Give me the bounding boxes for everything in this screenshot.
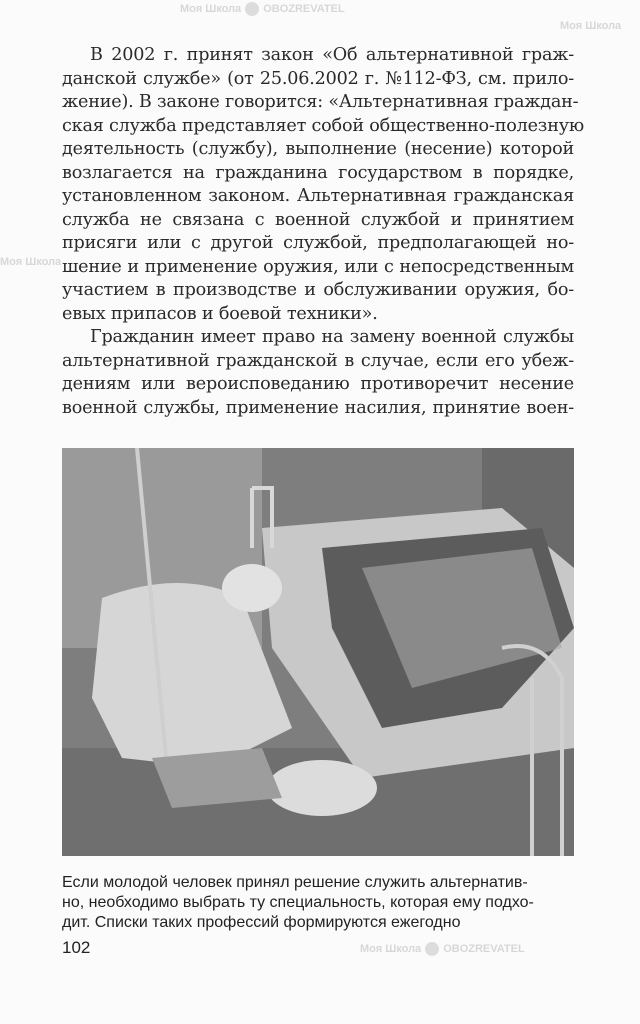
- text-line: В 2002 г. принят закон «Об альтернативной граж-: [90, 45, 574, 65]
- body-text: [62, 44, 584, 420]
- watermark: Моя Школа OBOZREVATEL: [180, 2, 345, 15]
- caption-line: Если молодой человек принял решение служить альтернатив-: [62, 874, 528, 891]
- text-line: жение). В законе говорится: «Альтернативная граждан-: [62, 92, 579, 112]
- watermark: Моя Школа: [560, 20, 622, 32]
- text-line: возлагается на гражданина государством в порядке,: [62, 162, 574, 183]
- text-line: военной службы, применение насилия, принятие воен-: [62, 397, 574, 418]
- photo-hospital-orderly: [62, 448, 574, 856]
- text-line: шение и применение оружия, или с непосредственным: [62, 256, 574, 277]
- caption-line: дит. Списки таких профессий формируются ежегодно: [62, 914, 461, 931]
- text-line: ская служба представляет собой общественно-полезную: [62, 115, 584, 136]
- text-line: деятельность (службу), выполнение (несение) которой: [62, 139, 574, 159]
- text-line: присяги или с другой службой, предполагающей но-: [62, 233, 574, 253]
- text-line: служба не связана с военной службой и принятием: [62, 209, 574, 230]
- watermark: Моя Школа: [0, 256, 62, 268]
- caption-line: но, необходимо выбрать ту специальность, которая ему подхо-: [62, 894, 534, 911]
- page-number: 102: [62, 938, 91, 957]
- text-line: установленном законом. Альтернативная гражданская: [62, 186, 574, 206]
- text-line: евых припасов и боевой техники».: [62, 303, 378, 324]
- watermark: Моя Школа OBOZREVATEL: [360, 942, 525, 955]
- photo-caption: [62, 873, 582, 933]
- text-line: альтернативной гражданской в случае, если его убеж-: [62, 350, 574, 371]
- text-line: участием в производстве и обслуживании оружия, бо-: [62, 280, 574, 300]
- text-line: Гражданин имеет право на замену военной службы: [90, 327, 574, 347]
- text-line: дениям или вероисповеданию противоречит несение: [62, 374, 574, 394]
- text-line: данской службе» (от 25.06.2002 г. №112-ФЗ, см. прило-: [62, 68, 574, 89]
